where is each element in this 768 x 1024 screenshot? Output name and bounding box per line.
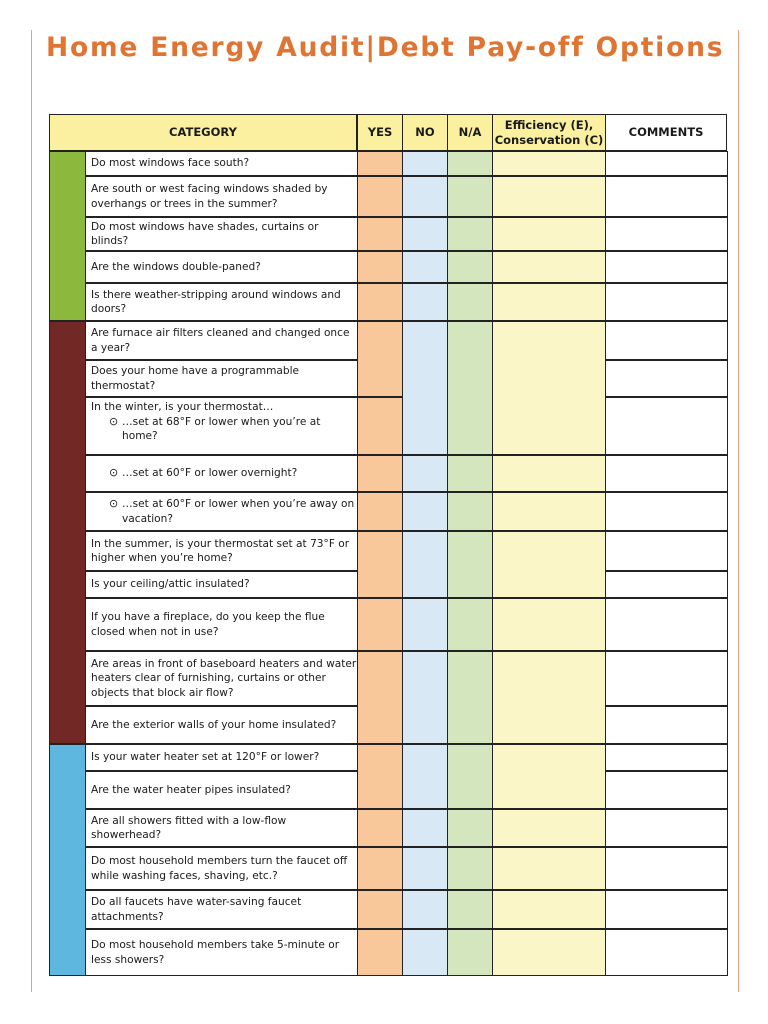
question-cell xyxy=(85,847,358,890)
clock-bullet-icon: ⊙ xyxy=(109,466,119,480)
na-answer-cell[interactable] xyxy=(447,176,493,217)
efficiency-conservation-cell[interactable] xyxy=(492,809,606,847)
question-cell xyxy=(85,651,358,706)
yes-answer-cell[interactable] xyxy=(357,397,403,455)
question-text: Do most household members turn the faucet off while washing faces, shaving, etc.? xyxy=(91,855,348,882)
comments-cell[interactable] xyxy=(605,176,728,217)
comments-cell[interactable] xyxy=(605,397,728,455)
question-cell xyxy=(85,455,358,492)
question-text: Are the windows double-paned? xyxy=(91,260,261,273)
na-answer-cell[interactable] xyxy=(447,809,493,847)
sub-question-text: …set at 60°F or lower when you’re away on vacation? xyxy=(122,498,355,525)
question-text: Are the water heater pipes insulated? xyxy=(91,783,291,796)
question-text: Do all faucets have water-saving faucet attachments? xyxy=(91,896,302,923)
question-text: Is your ceiling/attic insulated? xyxy=(91,578,250,591)
efficiency-conservation-cell[interactable] xyxy=(492,217,606,251)
header-comments-label: COMMENTS xyxy=(628,125,704,139)
comments-cell[interactable] xyxy=(605,598,728,651)
question-text: Do most windows have shades, curtains or blinds? xyxy=(91,220,319,247)
na-answer-cell[interactable] xyxy=(447,531,493,598)
na-answer-cell[interactable] xyxy=(447,890,493,929)
yes-answer-cell[interactable] xyxy=(357,151,403,176)
comments-cell[interactable] xyxy=(605,890,728,929)
sub-question xyxy=(91,466,357,481)
question-text: Are all showers fitted with a low-flow showerhead? xyxy=(91,814,287,841)
yes-answer-cell[interactable] xyxy=(357,890,403,929)
question-cell xyxy=(85,744,358,771)
no-answer-cell[interactable] xyxy=(402,455,448,492)
no-answer-cell[interactable] xyxy=(402,929,448,976)
yes-answer-cell[interactable] xyxy=(357,598,403,651)
efficiency-conservation-cell[interactable] xyxy=(492,176,606,217)
sub-question-text: …set at 60°F or lower overnight? xyxy=(122,467,298,480)
yes-answer-cell[interactable] xyxy=(357,744,403,809)
efficiency-conservation-cell[interactable] xyxy=(492,321,606,455)
na-answer-cell[interactable] xyxy=(447,283,493,321)
no-answer-cell[interactable] xyxy=(402,744,448,809)
question-cell xyxy=(85,360,358,397)
sub-question xyxy=(91,415,357,444)
comments-cell[interactable] xyxy=(605,455,728,492)
no-answer-cell[interactable] xyxy=(402,251,448,283)
header-efficiency-line1: Efficiency (E), xyxy=(504,117,594,132)
header-efficiency xyxy=(492,114,606,151)
question-cell xyxy=(85,706,358,744)
no-answer-cell[interactable] xyxy=(402,847,448,890)
header-yes xyxy=(357,114,403,151)
header-category xyxy=(49,114,357,151)
no-answer-cell[interactable] xyxy=(402,217,448,251)
comments-cell[interactable] xyxy=(605,771,728,809)
yes-answer-cell[interactable] xyxy=(357,176,403,217)
energy-audit-table xyxy=(49,114,727,978)
question-text: Are furnace air filters cleaned and changed once a year? xyxy=(91,327,350,354)
question-cell xyxy=(85,598,358,651)
yes-answer-cell[interactable] xyxy=(357,651,403,744)
efficiency-conservation-cell[interactable] xyxy=(492,251,606,283)
na-answer-cell[interactable] xyxy=(447,598,493,651)
comments-cell[interactable] xyxy=(605,571,728,598)
question-text: Do most windows face south? xyxy=(91,157,250,170)
comments-cell[interactable] xyxy=(605,706,728,744)
na-answer-cell[interactable] xyxy=(447,251,493,283)
comments-cell[interactable] xyxy=(605,360,728,397)
question-cell xyxy=(85,217,358,251)
yes-answer-cell[interactable] xyxy=(357,251,403,283)
header-no-label: NO xyxy=(415,125,435,139)
header-category-label: CATEGORY xyxy=(169,125,237,139)
comments-cell[interactable] xyxy=(605,321,728,360)
page-margin-rule-right xyxy=(738,30,739,992)
yes-answer-cell[interactable] xyxy=(357,492,403,531)
comments-cell[interactable] xyxy=(605,531,728,571)
question-cell xyxy=(85,531,358,571)
page-margin-rule-left xyxy=(31,30,32,992)
yes-answer-cell[interactable] xyxy=(357,929,403,976)
question-cell xyxy=(85,929,358,976)
question-text: Are areas in front of baseboard heaters and water heaters clear of furnishing, curtains or other objects that block air flow? xyxy=(91,657,357,699)
na-answer-cell[interactable] xyxy=(447,744,493,809)
question-cell xyxy=(85,492,358,531)
na-answer-cell[interactable] xyxy=(447,492,493,531)
question-cell xyxy=(85,321,358,360)
question-text: Are south or west facing windows shaded by overhangs or trees in the summer? xyxy=(91,183,328,210)
comments-cell[interactable] xyxy=(605,809,728,847)
na-answer-cell[interactable] xyxy=(447,651,493,744)
group-strip-heating xyxy=(49,321,86,744)
no-answer-cell[interactable] xyxy=(402,321,448,455)
efficiency-conservation-cell[interactable] xyxy=(492,847,606,890)
efficiency-conservation-cell[interactable] xyxy=(492,151,606,176)
header-comments xyxy=(605,114,727,151)
question-text: Do most household members take 5-minute or less showers? xyxy=(91,939,340,966)
na-answer-cell[interactable] xyxy=(447,929,493,976)
question-text: Is there weather-stripping around windows and doors? xyxy=(91,288,341,315)
group-strip-windows xyxy=(49,151,86,321)
sub-question xyxy=(91,497,357,526)
efficiency-conservation-cell[interactable] xyxy=(492,651,606,744)
comments-cell[interactable] xyxy=(605,251,728,283)
no-answer-cell[interactable] xyxy=(402,151,448,176)
comments-cell[interactable] xyxy=(605,744,728,771)
comments-cell[interactable] xyxy=(605,151,728,176)
no-answer-cell[interactable] xyxy=(402,283,448,321)
efficiency-conservation-cell[interactable] xyxy=(492,492,606,531)
question-cell xyxy=(85,151,358,176)
no-answer-cell[interactable] xyxy=(402,809,448,847)
no-answer-cell[interactable] xyxy=(402,176,448,217)
question-cell xyxy=(85,397,358,455)
comments-cell[interactable] xyxy=(605,847,728,890)
no-answer-cell[interactable] xyxy=(402,531,448,598)
question-cell xyxy=(85,283,358,321)
question-cell xyxy=(85,176,358,217)
comments-cell[interactable] xyxy=(605,492,728,531)
no-answer-cell[interactable] xyxy=(402,492,448,531)
question-text: Does your home have a programmable thermostat? xyxy=(91,365,300,392)
na-answer-cell[interactable] xyxy=(447,847,493,890)
yes-answer-cell[interactable] xyxy=(357,847,403,890)
na-answer-cell[interactable] xyxy=(447,455,493,492)
efficiency-conservation-cell[interactable] xyxy=(492,531,606,598)
no-answer-cell[interactable] xyxy=(402,651,448,744)
question-text: Are the exterior walls of your home insulated? xyxy=(91,718,337,731)
na-answer-cell[interactable] xyxy=(447,151,493,176)
group-strip-water xyxy=(49,744,86,976)
yes-answer-cell[interactable] xyxy=(357,217,403,251)
efficiency-conservation-cell[interactable] xyxy=(492,929,606,976)
comments-cell[interactable] xyxy=(605,283,728,321)
na-answer-cell[interactable] xyxy=(447,217,493,251)
question-cell xyxy=(85,771,358,809)
comments-cell[interactable] xyxy=(605,651,728,706)
header-na-label: N/A xyxy=(458,125,482,139)
yes-answer-cell[interactable] xyxy=(357,809,403,847)
header-efficiency-line2: Conservation (C) xyxy=(494,132,604,147)
efficiency-conservation-cell[interactable] xyxy=(492,744,606,809)
yes-answer-cell[interactable] xyxy=(357,283,403,321)
no-answer-cell[interactable] xyxy=(402,890,448,929)
comments-cell[interactable] xyxy=(605,929,728,976)
na-answer-cell[interactable] xyxy=(447,321,493,455)
header-yes-label: YES xyxy=(367,125,393,139)
question-cell xyxy=(85,571,358,598)
question-text: If you have a fireplace, do you keep the flue closed when not in use? xyxy=(91,611,325,638)
question-cell xyxy=(85,809,358,847)
yes-answer-cell[interactable] xyxy=(357,455,403,492)
no-answer-cell[interactable] xyxy=(402,598,448,651)
sub-question-text: …set at 68°F or lower when you’re at home? xyxy=(122,415,321,442)
question-text: In the summer, is your thermostat set at 73°F or higher when you’re home? xyxy=(91,537,350,564)
efficiency-conservation-cell[interactable] xyxy=(492,455,606,492)
question-text: In the winter, is your thermostat… xyxy=(91,401,274,413)
question-cell xyxy=(85,251,358,283)
clock-bullet-icon: ⊙ xyxy=(109,414,119,428)
efficiency-conservation-cell[interactable] xyxy=(492,598,606,651)
yes-answer-cell[interactable] xyxy=(357,321,403,397)
yes-answer-cell[interactable] xyxy=(357,531,403,598)
question-cell xyxy=(85,890,358,929)
efficiency-conservation-cell[interactable] xyxy=(492,890,606,929)
header-na xyxy=(447,114,493,151)
page-title: Home Energy Audit|Debt Pay-off Options xyxy=(46,32,725,63)
clock-bullet-icon: ⊙ xyxy=(109,497,119,510)
comments-cell[interactable] xyxy=(605,217,728,251)
question-text: Is your water heater set at 120°F or lower? xyxy=(91,751,320,764)
header-no xyxy=(402,114,448,151)
efficiency-conservation-cell[interactable] xyxy=(492,283,606,321)
